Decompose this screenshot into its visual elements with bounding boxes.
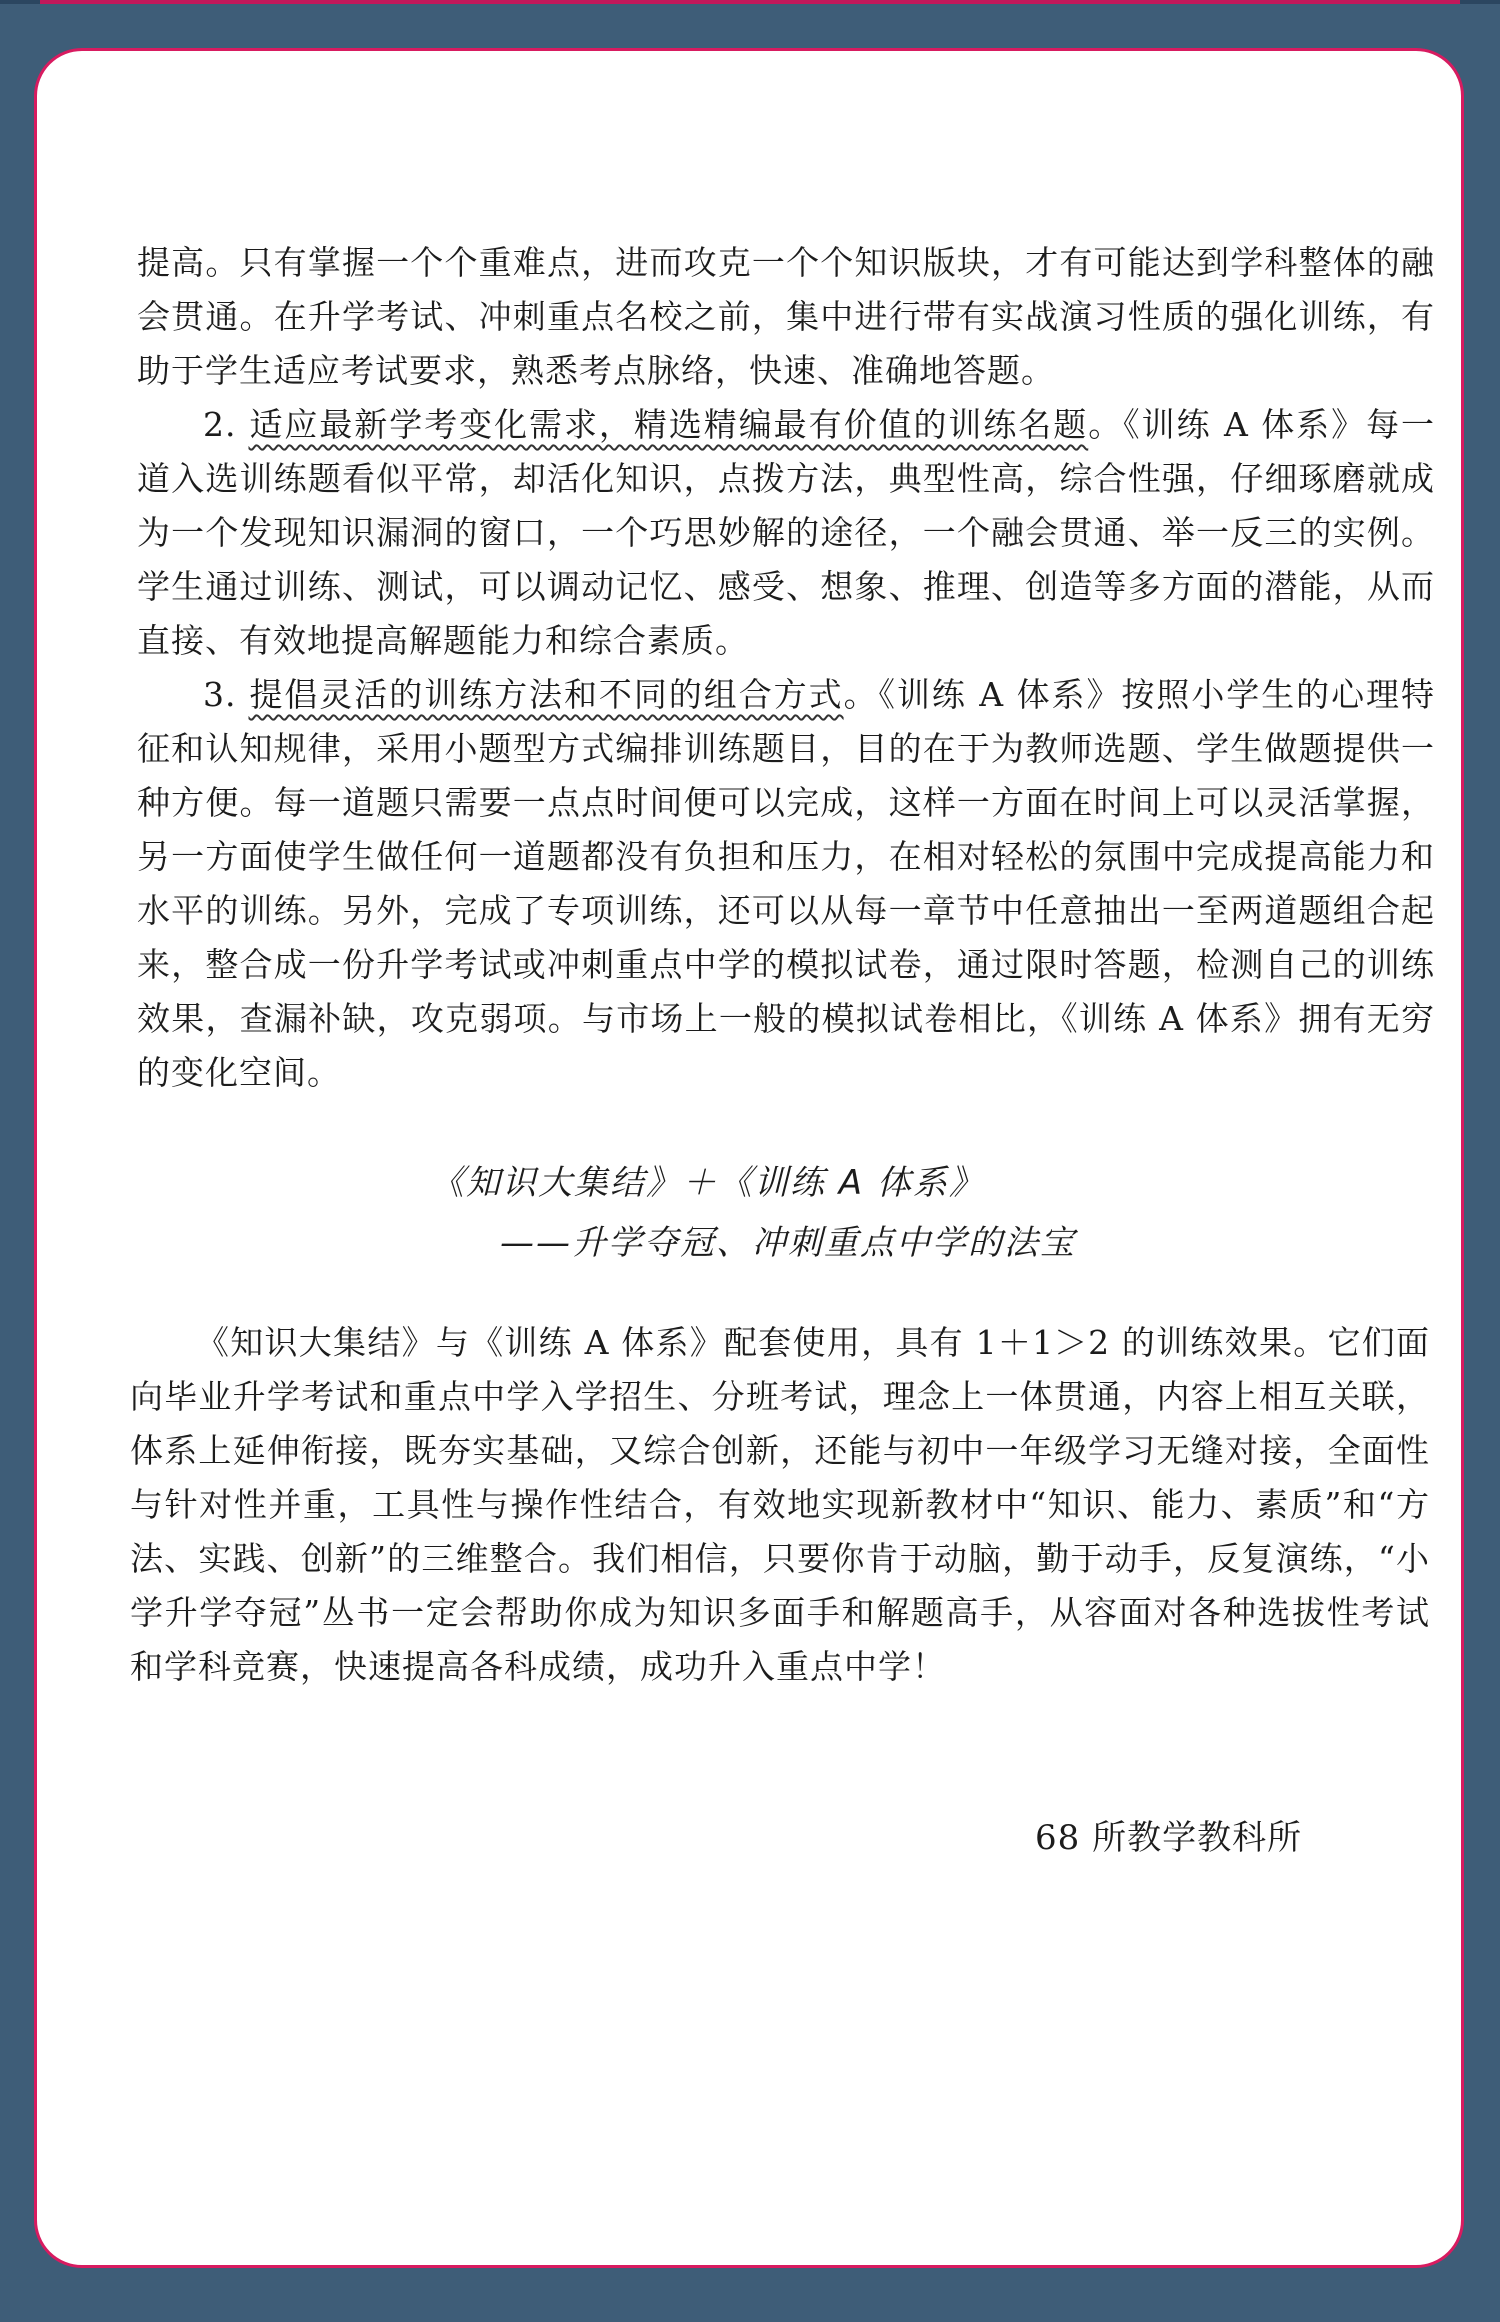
point-3-title: 提倡灵活的训练方法和不同的组合方式 bbox=[248, 675, 844, 714]
point-2-title: 适应最新学考变化需求，精选精编最有价值的训练名题 bbox=[248, 405, 1089, 444]
point-3-paragraph bbox=[137, 668, 1435, 1100]
point-2-number: 2. bbox=[203, 405, 237, 444]
closing-paragraph: 《知识大集结》与《训练 A 体系》配套使用，具有 1＋1＞2 的训练效果。它们面向毕业升学考试和重点中学入学招生、分班考试，理念上一体贯通，内容上相互关联，体系上延伸衔接，既夯实基础，又综合创新，还能与初中一年级学习无缝对接，全面性与针对性并重，工具性与操作性结合，有效地实现新教材中“知识、能力、素质”和“方法、实践、创新”的三维整合。我们相信，只要你肯于动脑，勤于动手，反复演练，“小学升学夺冠”丛书一定会帮助你成为知识多面手和解题高手，从容面对各种选拔性考试和学科竞赛，快速提高各科成绩，成功升入重点中学！ bbox=[130, 1323, 1430, 1686]
point-2-paragraph bbox=[137, 398, 1435, 668]
closing-section bbox=[130, 1316, 1430, 1694]
body-text bbox=[137, 236, 1435, 1100]
heading-line-2: ——升学夺冠、冲刺重点中学的法宝 bbox=[500, 1223, 1076, 1263]
point-3-number: 3. bbox=[203, 675, 237, 714]
signature: 68 所教学教科所 bbox=[1035, 1818, 1303, 1858]
top-border-strip-left-cap bbox=[0, 0, 40, 4]
top-border-strip-right-cap bbox=[1460, 0, 1500, 4]
point-2-body: 。《训练 A 体系》每一道入选训练题看似平常，却活化知识，点拨方法，典型性高，综合性强，仔细琢磨就成为一个发现知识漏洞的窗口，一个巧思妙解的途径，一个融会贯通、举一反三的实例。学生通过训练、测试，可以调动记忆、感受、想象、推理、创造等多方面的潜能，从而直接、有效地提高解题能力和综合素质。 bbox=[137, 405, 1436, 660]
heading-line-1: 《知识大集结》＋《训练 A 体系》 bbox=[430, 1163, 985, 1203]
paragraph-continued: 提高。只有掌握一个个重难点，进而攻克一个个知识版块，才有可能达到学科整体的融会贯通。在升学考试、冲刺重点名校之前，集中进行带有实战演习性质的强化训练，有助于学生适应考试要求，熟悉考点脉络，快速、准确地答题。 bbox=[137, 243, 1435, 390]
top-border-strip bbox=[0, 0, 1500, 4]
point-3-body: 。《训练 A 体系》按照小学生的心理特征和认知规律，采用小题型方式编排训练题目，目的在于为教师选题、学生做题提供一种方便。每一道题只需要一点点时间便可以完成，这样一方面在时间上可以灵活掌握，另一方面使学生做任何一道题都没有负担和压力，在相对轻松的氛围中完成提高能力和水平的训练。另外，完成了专项训练，还可以从每一章节中任意抽出一至两道题组合起来，整合成一份升学考试或冲刺重点中学的模拟试卷，通过限时答题，检测自己的训练效果，查漏补缺，攻克弱项。与市场上一般的模拟试卷相比，《训练 A 体系》拥有无穷的变化空间。 bbox=[137, 675, 1436, 1092]
